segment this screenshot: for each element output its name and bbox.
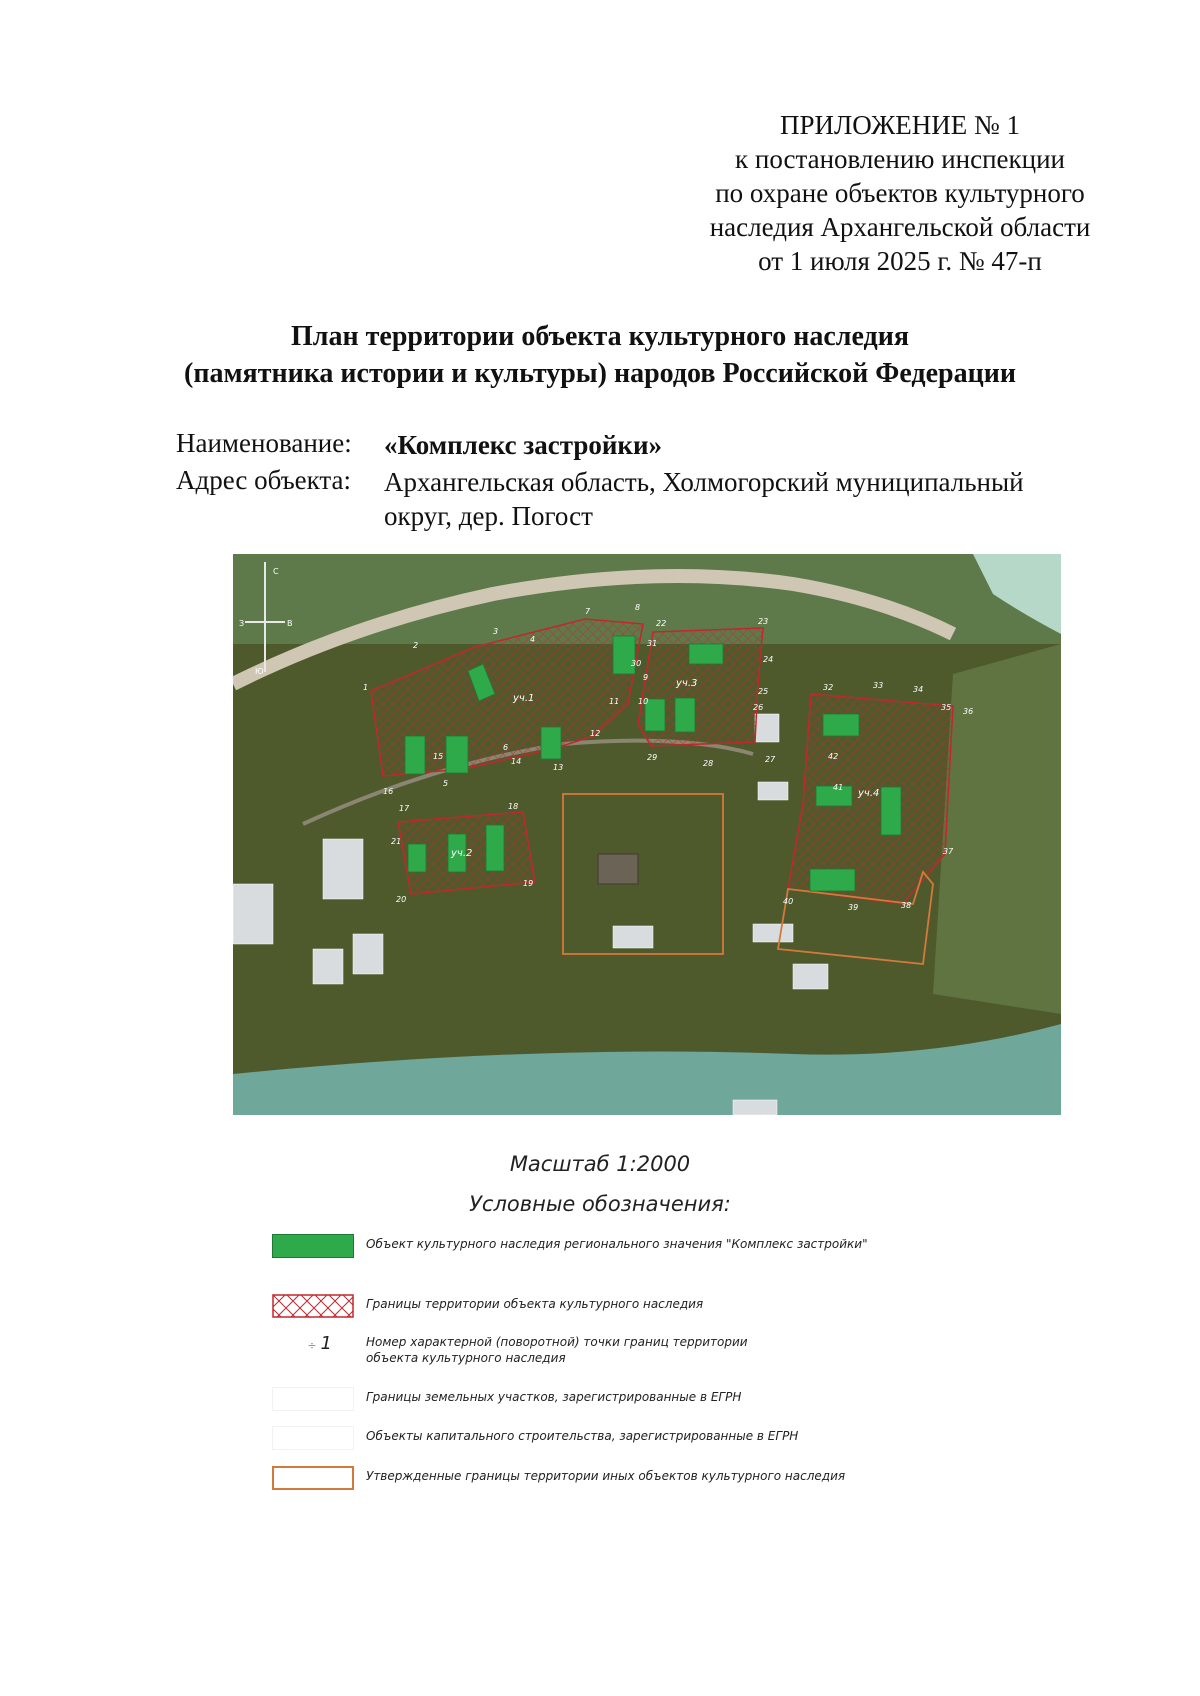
orange-outline-icon bbox=[272, 1466, 354, 1490]
legend-item-text: Границы территории объекта культурного наследия bbox=[366, 1297, 704, 1311]
address-value bbox=[384, 465, 1024, 533]
parcel-label: уч.2 bbox=[451, 848, 473, 859]
church-ruin bbox=[598, 854, 638, 884]
point-number: 41 bbox=[833, 783, 844, 792]
annex-line-5: от 1 июля 2025 г. № 47-п bbox=[758, 246, 1042, 276]
compass-south: Ю bbox=[255, 667, 264, 676]
heritage-building bbox=[446, 736, 468, 773]
point-number: 16 bbox=[383, 787, 394, 796]
map-scale: Масштаб 1:2000 bbox=[509, 1152, 691, 1176]
point-number: 40 bbox=[783, 897, 794, 906]
point-number: 3 bbox=[493, 627, 499, 636]
point-number: 39 bbox=[848, 903, 859, 912]
point-number: 33 bbox=[873, 681, 884, 690]
point-number: 22 bbox=[656, 619, 667, 628]
point-number-icon: ÷ 1 bbox=[307, 1333, 332, 1354]
point-number: 34 bbox=[913, 685, 924, 694]
point-number: 11 bbox=[609, 697, 620, 706]
point-number: 42 bbox=[828, 752, 839, 761]
point-number: 38 bbox=[901, 901, 912, 910]
name-value: «Комплекс застройки» bbox=[384, 430, 663, 460]
legend-item-text: Объект культурного наследия регионального значения "Комплекс застройки" bbox=[366, 1237, 868, 1251]
point-number: 37 bbox=[943, 847, 954, 856]
point-number: 13 bbox=[553, 763, 564, 772]
legend-item-text: Объекты капитального строительства, зарегистрированные в ЕГРН bbox=[366, 1429, 799, 1443]
house bbox=[753, 924, 793, 942]
map-field-right bbox=[933, 644, 1061, 1014]
white-outline-icon bbox=[272, 1426, 354, 1450]
legend-item-text bbox=[366, 1334, 966, 1366]
point-number: 14 bbox=[511, 757, 522, 766]
point-number: 8 bbox=[635, 603, 641, 612]
legend-item-heritage-object bbox=[272, 1234, 972, 1264]
compass-east: В bbox=[287, 619, 293, 628]
address-line-2: округ, дер. Погост bbox=[384, 501, 593, 531]
legend-item-text: Границы земельных участков, зарегистрированные в ЕГРН bbox=[366, 1390, 742, 1404]
document-title bbox=[0, 318, 1200, 392]
point-number: 32 bbox=[823, 683, 834, 692]
point-number: 12 bbox=[590, 729, 601, 738]
point-number: 26 bbox=[753, 703, 764, 712]
legend-item-text-line-2: объекта культурного наследия bbox=[366, 1351, 566, 1365]
house bbox=[733, 1100, 777, 1115]
legend-item-land-parcels bbox=[272, 1387, 972, 1417]
point-number: 2 bbox=[413, 641, 419, 650]
point-number: 21 bbox=[391, 837, 402, 846]
point-number: 15 bbox=[433, 752, 444, 761]
heritage-building bbox=[881, 787, 901, 835]
green-fill-icon bbox=[272, 1234, 354, 1258]
point-number: 28 bbox=[703, 759, 714, 768]
house bbox=[233, 884, 273, 944]
house bbox=[613, 926, 653, 948]
address-line-1: Архангельская область, Холмогорский муниципальный bbox=[384, 467, 1024, 497]
title-line-1: План территории объекта культурного наследия bbox=[291, 321, 909, 352]
point-number: 6 bbox=[503, 743, 509, 752]
heritage-building bbox=[541, 727, 561, 759]
point-number: 1 bbox=[363, 683, 369, 692]
annex-block bbox=[640, 108, 1160, 278]
heritage-building bbox=[675, 698, 695, 732]
point-number: 10 bbox=[638, 697, 649, 706]
point-number: 25 bbox=[758, 687, 769, 696]
legend-item-text-line-1: Номер характерной (поворотной) точки границ территории bbox=[366, 1335, 748, 1349]
address-label: Адрес объекта: bbox=[176, 465, 352, 495]
house bbox=[758, 782, 788, 800]
point-number: 36 bbox=[963, 707, 974, 716]
legend-item-text: Утвержденные границы территории иных объектов культурного наследия bbox=[366, 1469, 846, 1483]
heritage-building bbox=[613, 636, 635, 674]
compass-north: С bbox=[273, 567, 279, 576]
point-number: 27 bbox=[765, 755, 776, 764]
point-number: 18 bbox=[508, 802, 519, 811]
site-plan-map bbox=[233, 554, 1061, 1115]
point-number: 23 bbox=[758, 617, 769, 626]
annex-line-3: по охране объектов культурного bbox=[715, 178, 1085, 208]
compass-west: З bbox=[239, 619, 245, 628]
legend-item-territory-boundary bbox=[272, 1294, 972, 1324]
annex-line-4: наследия Архангельской области bbox=[709, 212, 1091, 242]
point-number-symbol: 1 bbox=[320, 1333, 332, 1354]
point-number: 4 bbox=[530, 635, 536, 644]
point-number: 30 bbox=[631, 659, 642, 668]
white-outline-icon bbox=[272, 1387, 354, 1411]
point-number: 17 bbox=[399, 804, 410, 813]
house bbox=[755, 714, 779, 742]
heritage-building bbox=[408, 844, 426, 872]
map-svg bbox=[233, 554, 1061, 1115]
heritage-building bbox=[486, 825, 504, 871]
point-number: 9 bbox=[643, 673, 649, 682]
house bbox=[313, 949, 343, 984]
house bbox=[353, 934, 383, 974]
parcel-label: уч.1 bbox=[513, 693, 535, 704]
heritage-building bbox=[689, 644, 723, 664]
point-number: 7 bbox=[585, 607, 591, 616]
title-line-2: (памятника истории и культуры) народов Российской Федерации bbox=[184, 358, 1016, 389]
annex-line-2: к постановлению инспекции bbox=[735, 144, 1065, 174]
legend-item-capital-objects bbox=[272, 1426, 972, 1456]
red-hatch-icon bbox=[272, 1294, 354, 1318]
point-number: 5 bbox=[443, 779, 449, 788]
legend-item-other-heritage bbox=[272, 1466, 972, 1496]
point-number: 24 bbox=[763, 655, 774, 664]
legend-title: Условные обозначения: bbox=[469, 1192, 731, 1216]
annex-line-1: ПРИЛОЖЕНИЕ № 1 bbox=[779, 110, 1021, 140]
name-label: Наименование: bbox=[176, 428, 352, 458]
point-number: 29 bbox=[647, 753, 658, 762]
heritage-building bbox=[405, 736, 425, 774]
point-number: 20 bbox=[396, 895, 407, 904]
house bbox=[323, 839, 363, 899]
heritage-building bbox=[810, 869, 855, 891]
point-number: 19 bbox=[523, 879, 534, 888]
parcel-label: уч.3 bbox=[676, 678, 698, 689]
legend-item-point-number bbox=[272, 1332, 972, 1376]
parcel-label: уч.4 bbox=[858, 788, 880, 799]
point-number: 35 bbox=[941, 703, 952, 712]
heritage-building bbox=[823, 714, 859, 736]
point-number: 31 bbox=[647, 639, 658, 648]
house bbox=[793, 964, 828, 989]
